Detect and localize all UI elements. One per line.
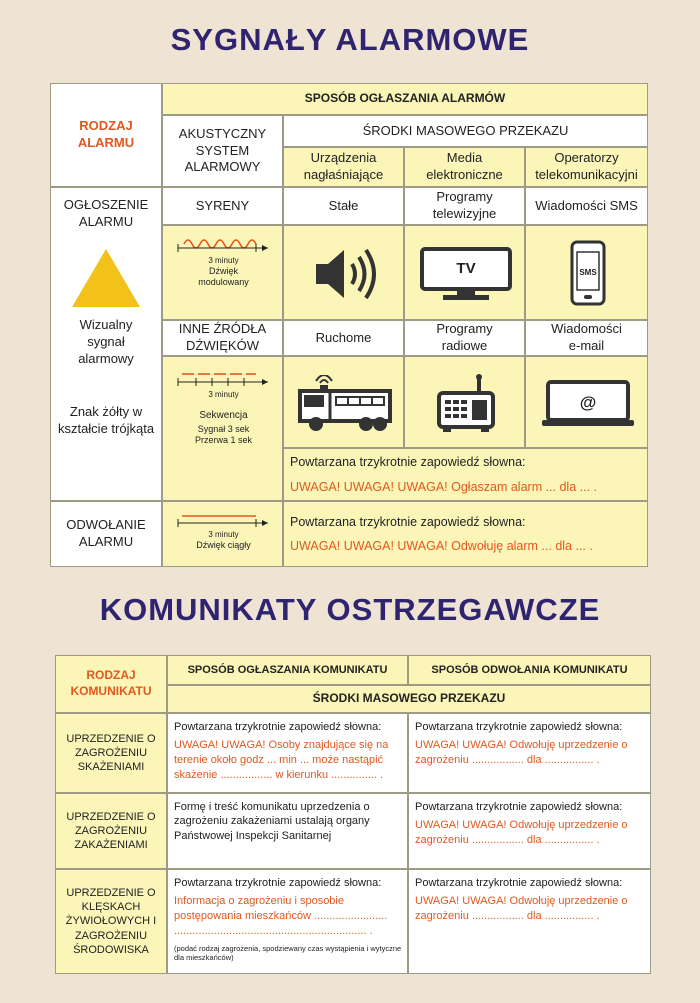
repeat-label-cancel: Powtarzana trzykrotnie zapowiedź słowna: xyxy=(290,514,526,529)
announce-contamination-cell xyxy=(167,713,408,793)
sequence-signal-icon xyxy=(176,364,271,390)
tv-programs-label: Programy telewizyjne xyxy=(404,187,525,225)
other-sources-label: INNE ŹRÓDŁA DŹWIĘKÓW xyxy=(162,320,283,356)
tv-cell xyxy=(404,225,525,320)
announce-infection-label: Formę i treść komunikatu uprzedzenia o zagrożeniu zakażeniami ustalają organy Państwowej Inspekcji Sanitarnej xyxy=(174,801,370,842)
announce-disaster-note: (podać rodzaj zagrożenia, spodziewany czas wystąpienia i wytyczne dla mieszkańców) xyxy=(174,943,402,963)
sequence-duration: 3 minuty xyxy=(208,390,239,399)
header-acoustic-system: AKUSTYCZNY SYSTEM ALARMOWY xyxy=(162,115,283,187)
announce-alarm-text: UWAGA! UWAGA! UWAGA! Ogłaszam alarm ... dla ... . xyxy=(290,479,597,494)
announce-contamination-label: Powtarzana trzykrotnie zapowiedź słowna: xyxy=(174,721,382,733)
fire-truck-icon xyxy=(296,375,394,435)
header-mass-media-2: ŚRODKI MASOWEGO PRZEKAZU xyxy=(167,685,651,713)
radio-icon xyxy=(435,373,497,435)
cancel-infection-cell xyxy=(408,793,651,869)
yellow-sign-label: Znak żółty w kształcie trójkąta xyxy=(57,404,155,436)
radio-programs-label: Programy radiowe xyxy=(404,320,525,356)
siren-description: Dźwięk modulowany xyxy=(198,266,249,287)
cancel-alarm-text: UWAGA! UWAGA! UWAGA! Odwołuję alarm ... dla ... . xyxy=(290,539,593,553)
warning-messages-title: KOMUNIKATY OSTRZEGAWCZE xyxy=(99,592,601,627)
announce-text-cell xyxy=(283,448,648,501)
announce-infection-cell xyxy=(167,793,408,869)
speaker-icon xyxy=(312,246,378,302)
cancel-contamination-cell xyxy=(408,713,651,793)
siren-duration: 3 minuty xyxy=(208,256,239,265)
cancel-disaster-text: UWAGA! UWAGA! Odwołuję uprzedzenie o zagrożeniu ................. dla ................ . xyxy=(415,895,628,923)
fixed-devices-label: Stałe xyxy=(283,187,404,225)
header-telecom-operators: Operatorzy telekomunikacyjni xyxy=(525,147,648,187)
header-alarm-method: SPOSÓB OGŁASZANIA ALARMÓW xyxy=(162,83,648,115)
sms-icon-label: SMS xyxy=(579,268,597,277)
email-at-icon: @ xyxy=(579,393,597,412)
header-electronic-media: Media elektroniczne xyxy=(404,147,525,187)
sequence-description: Sygnał 3 sek Przerwa 1 sek xyxy=(194,424,253,445)
type-infection: UPRZEDZENIE O ZAGROŻENIU ZAKAŻENIAMI xyxy=(55,793,167,869)
repeat-label: Powtarzana trzykrotnie zapowiedź słowna: xyxy=(290,455,526,470)
cancel-contamination-label: Powtarzana trzykrotnie zapowiedź słowna: xyxy=(415,721,623,733)
sms-label: Wiadomości SMS xyxy=(525,187,648,225)
fire-truck-cell xyxy=(283,356,404,448)
sequence-title: Sekwencja xyxy=(199,410,248,421)
header-message-type: RODZAJ KOMUNIKATU xyxy=(55,655,167,713)
phone-cell xyxy=(525,225,648,320)
announce-disaster-label: Powtarzana trzykrotnie zapowiedź słowna: xyxy=(174,877,382,889)
type-disaster: UPRZEDZENIE O KLĘSKACH ŻYWIOŁOWYCH I ZAGROŻENIU ŚRODOWISKA xyxy=(55,869,167,974)
alarm-signals-title: SYGNAŁY ALARMOWE xyxy=(170,22,530,57)
announce-disaster-text: Informacja o zagrożeniu i sposobie postępowania mieszkańców ........................ ............................................................... . xyxy=(174,895,388,937)
header-alarm-type: RODZAJ ALARMU xyxy=(50,83,162,187)
cancel-infection-label: Powtarzana trzykrotnie zapowiedź słowna: xyxy=(415,801,623,813)
modulated-wave-icon xyxy=(176,232,271,258)
radio-cell xyxy=(404,356,525,448)
cancel-infection-text: UWAGA! UWAGA! Odwołuję uprzedzenie o zagrożeniu ................. dla ................ . xyxy=(415,819,628,847)
warning-triangle-icon xyxy=(70,247,142,309)
cancel-contamination-text: UWAGA! UWAGA! Odwołuję uprzedzenie o zagrożeniu ................. dla ................ . xyxy=(415,739,628,767)
announce-contamination-text: UWAGA! UWAGA! Osoby znajdujące się na terenie około godz ... min ... może nastąpić skażenie ................. w kierunku ............... . xyxy=(174,739,389,781)
header-announce-method: SPOSÓB OGŁASZANIA KOMUNIKATU xyxy=(167,655,408,685)
header-mass-media: ŚRODKI MASOWEGO PRZEKAZU xyxy=(283,115,648,147)
type-contamination: UPRZEDZENIE O ZAGROŻENIU SKAŻENIAMI xyxy=(55,713,167,793)
cancel-duration: 3 minuty xyxy=(208,530,239,539)
announce-disaster-cell xyxy=(167,869,408,974)
cancel-text-cell xyxy=(283,501,648,567)
cancel-alarm-label: ODWOŁANIE ALARMU xyxy=(50,501,162,567)
speaker-cell xyxy=(283,225,404,320)
visual-signal-label: Wizualny sygnał alarmowy xyxy=(78,317,134,366)
sirens-label: SYRENY xyxy=(162,187,283,225)
email-label: Wiadomości e-mail xyxy=(525,320,648,356)
tv-icon-label: TV xyxy=(456,260,476,277)
announcement-label: OGŁOSZENIE ALARMU xyxy=(63,197,149,229)
cancel-disaster-cell xyxy=(408,869,651,974)
header-speakers: Urządzenia nagłaśniające xyxy=(283,147,404,187)
header-cancel-method: SPOSÓB ODWOŁANIA KOMUNIKATU xyxy=(408,655,651,685)
continuous-signal-icon xyxy=(176,508,271,530)
mobile-devices-label: Ruchome xyxy=(283,320,404,356)
cancel-description: Dźwięk ciągły xyxy=(196,540,251,550)
laptop-cell xyxy=(525,356,648,448)
cancel-disaster-label: Powtarzana trzykrotnie zapowiedź słowna: xyxy=(415,877,623,889)
